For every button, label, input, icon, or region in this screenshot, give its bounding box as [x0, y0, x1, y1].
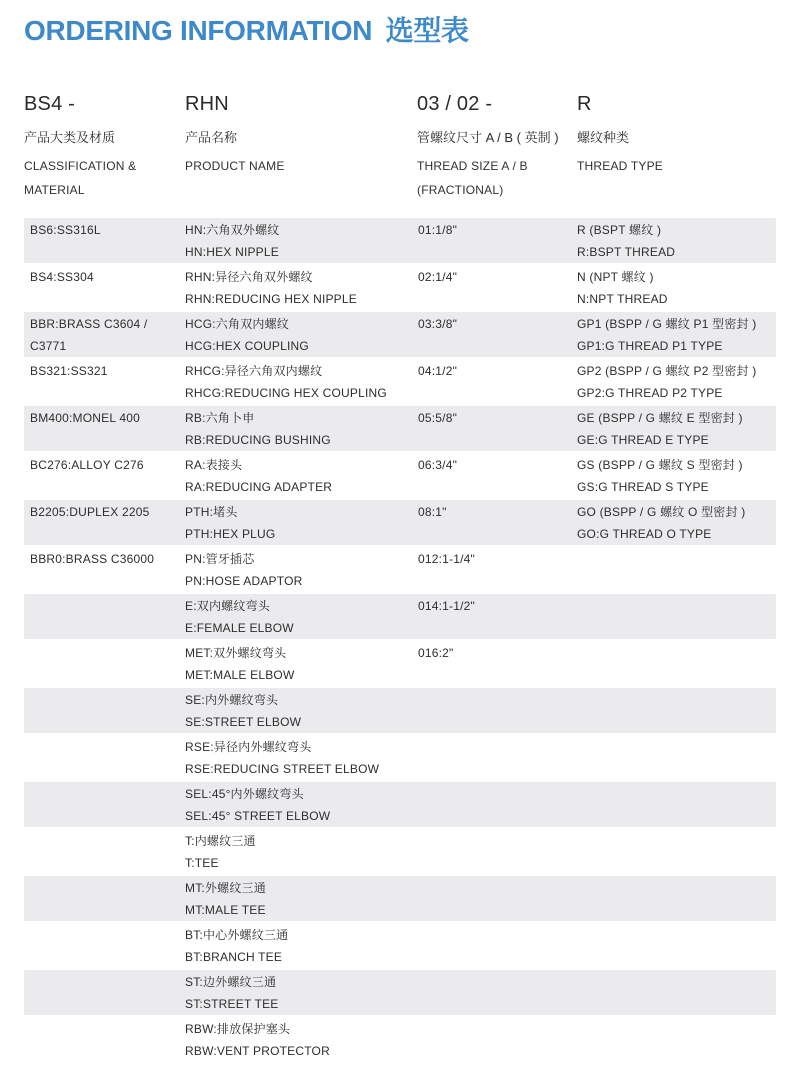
cell-line: E:双内螺纹弯头	[185, 599, 270, 613]
cell-line: GS (BSPP / G 螺纹 S 型密封 )	[577, 458, 743, 472]
cell-line: 02:1/4"	[418, 270, 458, 284]
cell-line: RA:表接头	[185, 458, 243, 472]
material-cell	[30, 265, 182, 310]
product-name-cell	[185, 218, 415, 263]
cell-line: 05:5/8"	[418, 411, 458, 425]
thread-size-cell	[418, 641, 573, 686]
product-name-cell	[185, 312, 415, 357]
cell-line: BT:中心外螺纹三通	[185, 928, 289, 942]
product-name-cell	[185, 265, 415, 310]
table-row	[24, 453, 776, 498]
thread-type-cell	[577, 688, 776, 733]
cell-line: R (BSPT 螺纹 )	[577, 223, 662, 237]
material-cell	[30, 359, 182, 404]
cell-line: RBW:VENT PROTECTOR	[185, 1044, 330, 1058]
column-label-cn: 产品名称	[185, 130, 238, 145]
column-label-en: CLASSIFICATION &	[24, 159, 137, 173]
cell-line: PN:管牙插芯	[185, 552, 255, 566]
material-cell	[30, 829, 182, 874]
cell-line: E:FEMALE ELBOW	[185, 621, 294, 635]
thread-type-cell	[577, 876, 776, 921]
column-label-cn: 管螺纹尺寸 A / B ( 英制 )	[417, 130, 559, 145]
cell-line: SEL:45° STREET ELBOW	[185, 809, 331, 823]
cell-line: PTH:堵头	[185, 505, 238, 519]
material-cell	[30, 453, 182, 498]
product-name-cell	[185, 876, 415, 921]
cell-line: MT:MALE TEE	[185, 903, 266, 917]
column-header-material	[24, 93, 184, 202]
cell-line: 04:1/2"	[418, 364, 458, 378]
column-label-cn: 产品大类及材质	[24, 130, 116, 145]
material-cell	[30, 970, 182, 1015]
page-title-cn: 选型表	[385, 15, 469, 46]
column-label-en: MATERIAL	[24, 183, 85, 197]
thread-size-cell	[418, 876, 573, 921]
cell-line: BT:BRANCH TEE	[185, 950, 283, 964]
cell-line: ST:边外螺纹三通	[185, 975, 277, 989]
cell-line: SE:内外螺纹弯头	[185, 693, 279, 707]
product-name-cell	[185, 688, 415, 733]
thread-type-cell	[577, 547, 776, 592]
material-cell	[30, 406, 182, 451]
column-label-cn: 螺纹种类	[577, 130, 630, 145]
cell-line: BS321:SS321	[30, 364, 108, 378]
product-name-cell	[185, 829, 415, 874]
thread-type-cell	[577, 453, 776, 498]
table-row	[24, 923, 776, 968]
material-cell	[30, 500, 182, 545]
thread-type-cell	[577, 970, 776, 1015]
cell-line: ST:STREET TEE	[185, 997, 279, 1011]
thread-type-cell	[577, 923, 776, 968]
column-code: RHN	[185, 93, 229, 115]
thread-type-cell	[577, 735, 776, 780]
cell-line: RHCG:异径六角双内螺纹	[185, 364, 323, 378]
cell-line: GS:G THREAD S TYPE	[577, 480, 709, 494]
thread-size-cell	[418, 312, 573, 357]
table-row	[24, 359, 776, 404]
cell-line: BBR:BRASS C3604 /	[30, 317, 148, 331]
table-row	[24, 641, 776, 686]
table-row	[24, 594, 776, 639]
cell-line: HCG:六角双内螺纹	[185, 317, 290, 331]
product-name-cell	[185, 453, 415, 498]
cell-line: HN:六角双外螺纹	[185, 223, 280, 237]
product-name-cell	[185, 735, 415, 780]
cell-line: 08:1"	[418, 505, 447, 519]
cell-line: PTH:HEX PLUG	[185, 527, 276, 541]
cell-line: HCG:HEX COUPLING	[185, 339, 309, 353]
thread-type-cell	[577, 359, 776, 404]
thread-type-cell	[577, 406, 776, 451]
cell-line: T:TEE	[185, 856, 219, 870]
cell-line: 01:1/8"	[418, 223, 458, 237]
product-name-cell	[185, 641, 415, 686]
column-header-product-name	[185, 93, 415, 178]
column-code: 03 / 02 -	[417, 93, 493, 115]
thread-size-cell	[418, 218, 573, 263]
cell-line: RB:REDUCING BUSHING	[185, 433, 331, 447]
cell-line: BS6:SS316L	[30, 223, 101, 237]
table-row	[24, 500, 776, 545]
product-name-cell	[185, 406, 415, 451]
cell-line: MT:外螺纹三通	[185, 881, 266, 895]
thread-size-cell	[418, 265, 573, 310]
product-name-cell	[185, 970, 415, 1015]
table-row	[24, 735, 776, 780]
table-row	[24, 688, 776, 733]
cell-line: BS4:SS304	[30, 270, 94, 284]
thread-size-cell	[418, 970, 573, 1015]
cell-line: RHN:REDUCING HEX NIPPLE	[185, 292, 357, 306]
cell-line: T:内螺纹三通	[185, 834, 256, 848]
product-name-cell	[185, 1017, 415, 1062]
cell-line: 012:1-1/4"	[418, 552, 475, 566]
table-row	[24, 547, 776, 592]
thread-size-cell	[418, 359, 573, 404]
thread-type-cell	[577, 265, 776, 310]
column-header-thread-type	[577, 93, 777, 178]
material-cell	[30, 735, 182, 780]
column-label-en: (FRACTIONAL)	[417, 183, 504, 197]
cell-line: N:NPT THREAD	[577, 292, 668, 306]
cell-line: 016:2"	[418, 646, 454, 660]
page-title-en: ORDERING INFORMATION	[24, 15, 373, 46]
product-name-cell	[185, 547, 415, 592]
material-cell	[30, 876, 182, 921]
cell-line: 014:1-1/2"	[418, 599, 475, 613]
thread-size-cell	[418, 547, 573, 592]
cell-line: GE (BSPP / G 螺纹 E 型密封 )	[577, 411, 743, 425]
table-row	[24, 876, 776, 921]
cell-line: BC276:ALLOY C276	[30, 458, 144, 472]
material-cell	[30, 641, 182, 686]
cell-line: RA:REDUCING ADAPTER	[185, 480, 333, 494]
material-cell	[30, 688, 182, 733]
material-cell	[30, 782, 182, 827]
table-row	[24, 265, 776, 310]
cell-line: PN:HOSE ADAPTOR	[185, 574, 303, 588]
column-label-en: THREAD TYPE	[577, 159, 663, 173]
material-cell	[30, 312, 182, 357]
cell-line: RHCG:REDUCING HEX COUPLING	[185, 386, 387, 400]
cell-line: R:BSPT THREAD	[577, 245, 676, 259]
thread-size-cell	[418, 594, 573, 639]
thread-size-cell	[418, 688, 573, 733]
table-row	[24, 970, 776, 1015]
thread-size-cell	[418, 1017, 573, 1062]
column-header-thread-size	[417, 93, 575, 202]
ordering-table	[24, 218, 776, 1064]
cell-line: B2205:DUPLEX 2205	[30, 505, 150, 519]
cell-line: GO (BSPP / G 螺纹 O 型密封 )	[577, 505, 746, 519]
thread-size-cell	[418, 500, 573, 545]
product-name-cell	[185, 594, 415, 639]
cell-line: GE:G THREAD E TYPE	[577, 433, 709, 447]
material-cell	[30, 547, 182, 592]
cell-line: GO:G THREAD O TYPE	[577, 527, 712, 541]
column-code: R	[577, 93, 592, 115]
table-row	[24, 782, 776, 827]
cell-line: SE:STREET ELBOW	[185, 715, 302, 729]
cell-line: BBR0:BRASS C36000	[30, 552, 155, 566]
cell-line: GP2 (BSPP / G 螺纹 P2 型密封 )	[577, 364, 757, 378]
cell-line: GP2:G THREAD P2 TYPE	[577, 386, 723, 400]
page-title	[24, 14, 469, 48]
thread-type-cell	[577, 594, 776, 639]
table-row	[24, 1017, 776, 1062]
cell-line: 06:3/4"	[418, 458, 458, 472]
thread-size-cell	[418, 735, 573, 780]
thread-size-cell	[418, 782, 573, 827]
table-row	[24, 218, 776, 263]
table-row	[24, 406, 776, 451]
thread-size-cell	[418, 923, 573, 968]
cell-line: GP1:G THREAD P1 TYPE	[577, 339, 723, 353]
material-cell	[30, 1017, 182, 1062]
column-label-en: THREAD SIZE A / B	[417, 159, 528, 173]
column-label-en: PRODUCT NAME	[185, 159, 285, 173]
product-name-cell	[185, 782, 415, 827]
thread-size-cell	[418, 406, 573, 451]
cell-line: HN:HEX NIPPLE	[185, 245, 279, 259]
thread-type-cell	[577, 500, 776, 545]
material-cell	[30, 218, 182, 263]
thread-size-cell	[418, 453, 573, 498]
table-row	[24, 312, 776, 357]
product-name-cell	[185, 923, 415, 968]
cell-line: RBW:排放保护塞头	[185, 1022, 291, 1036]
thread-type-cell	[577, 218, 776, 263]
column-code: BS4 -	[24, 93, 76, 115]
thread-type-cell	[577, 641, 776, 686]
cell-line: RHN:异径六角双外螺纹	[185, 270, 313, 284]
cell-line: 03:3/8"	[418, 317, 458, 331]
thread-type-cell	[577, 1017, 776, 1062]
thread-type-cell	[577, 829, 776, 874]
thread-type-cell	[577, 312, 776, 357]
cell-line: MET:双外螺纹弯头	[185, 646, 287, 660]
material-cell	[30, 594, 182, 639]
table-row	[24, 829, 776, 874]
cell-line: N (NPT 螺纹 )	[577, 270, 654, 284]
cell-line: MET:MALE ELBOW	[185, 668, 295, 682]
product-name-cell	[185, 359, 415, 404]
cell-line: SEL:45°内外螺纹弯头	[185, 787, 304, 801]
thread-type-cell	[577, 782, 776, 827]
product-name-cell	[185, 500, 415, 545]
cell-line: RB:六角卜申	[185, 411, 255, 425]
cell-line: GP1 (BSPP / G 螺纹 P1 型密封 )	[577, 317, 757, 331]
cell-line: RSE:异径内外螺纹弯头	[185, 740, 312, 754]
cell-line: C3771	[30, 339, 67, 353]
cell-line: RSE:REDUCING STREET ELBOW	[185, 762, 380, 776]
cell-line: BM400:MONEL 400	[30, 411, 140, 425]
material-cell	[30, 923, 182, 968]
thread-size-cell	[418, 829, 573, 874]
